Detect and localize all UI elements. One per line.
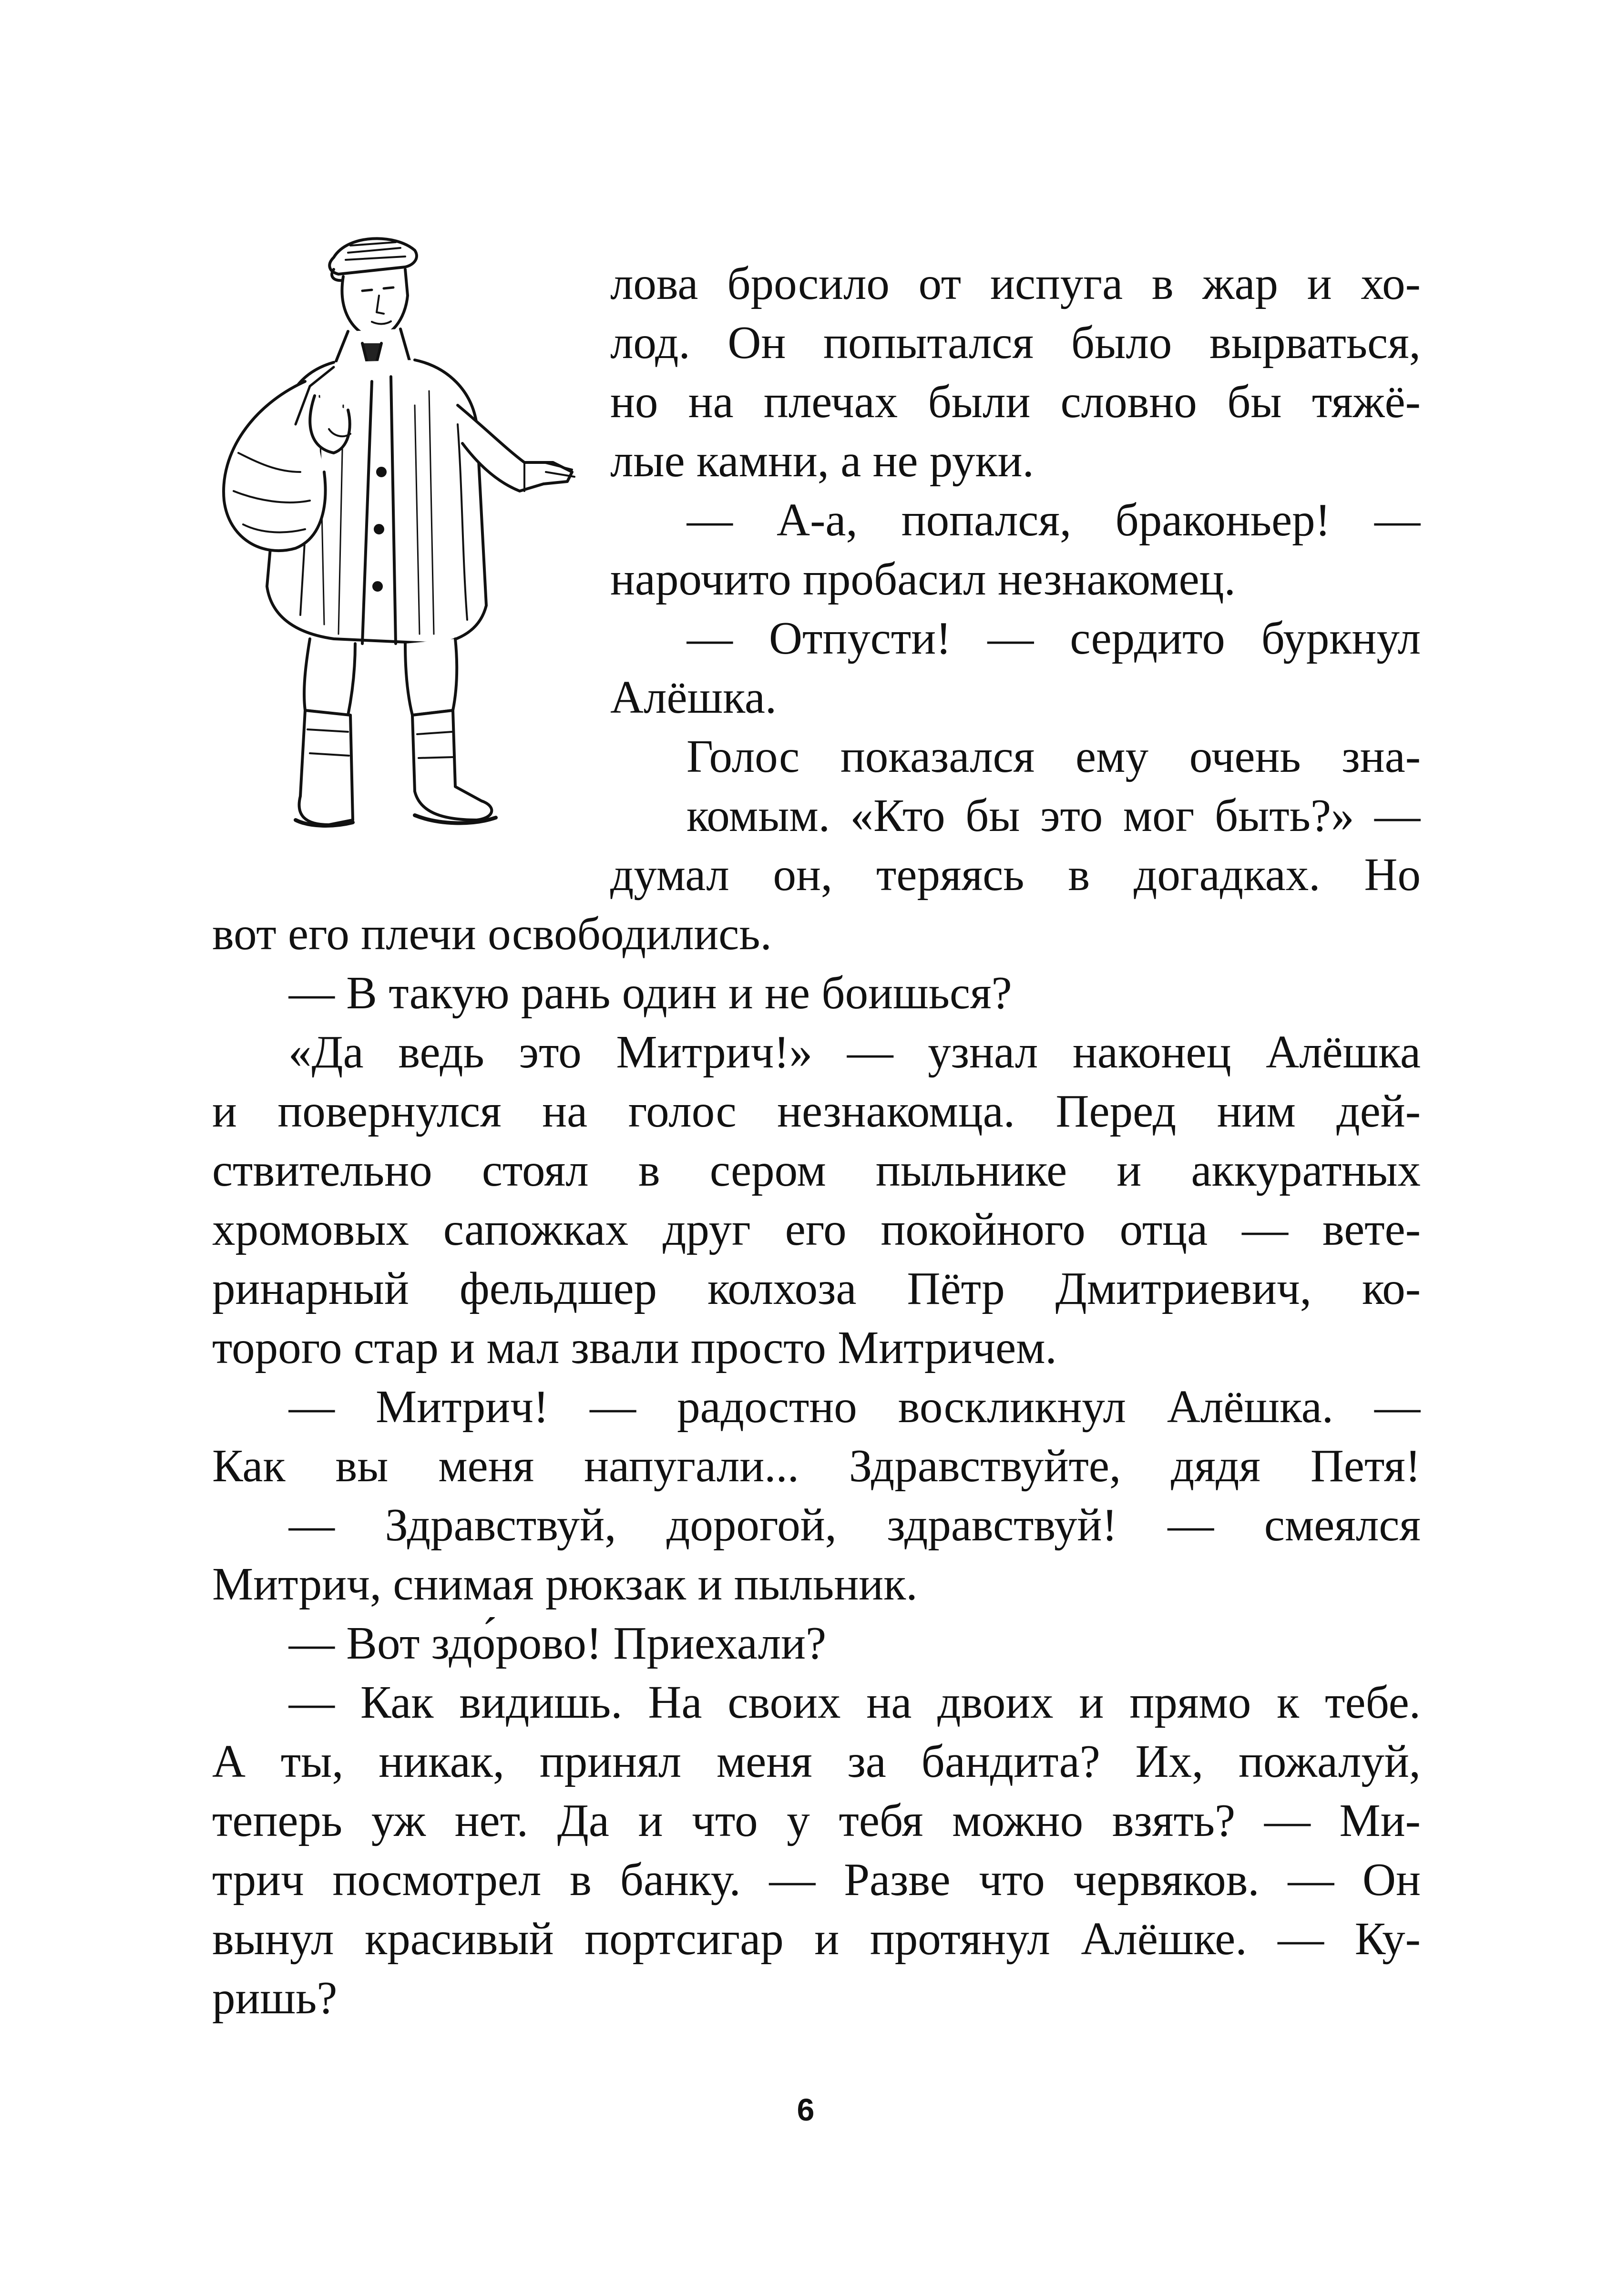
text-line: — Здравствуй, дорогой, здравствуй! — смеялся <box>288 1499 1421 1550</box>
text-line: нарочито пробасил незнакомец. <box>610 554 1236 605</box>
text-line: лова бросило от испуга в жар и хо- <box>610 258 1421 309</box>
text-line: Голос показался ему очень зна- <box>686 731 1421 782</box>
text-line: — Как видишь. На своих на двоих и прямо к тебе. <box>288 1677 1421 1728</box>
text-line: Как вы меня напугали... Здравствуйте, дядя Петя! <box>212 1440 1421 1491</box>
text-line: А ты, никак, принял меня за бандита? Их, пожалуй, <box>212 1736 1421 1787</box>
text-line: «Да ведь это Митрич!» — узнал наконец Алёшка <box>288 1026 1421 1077</box>
text-line: хромовых сапожках друг его покойного отца — вете- <box>212 1204 1421 1255</box>
text-line: — Вот здо́рово! Приехали? <box>288 1618 827 1669</box>
text-line: Митрич, снимая рюкзак и пыльник. <box>212 1558 918 1609</box>
text-line: трич посмотрел в банку. — Разве что червяков. — Он <box>212 1854 1421 1905</box>
text-line: — А-а, попался, браконьер! — <box>686 494 1421 545</box>
text-line: вынул красивый портсигар и протянул Алёшке. — Ку- <box>212 1913 1421 1964</box>
text-line: теперь уж нет. Да и что у тебя можно взять? — Ми- <box>212 1795 1421 1846</box>
text-line: лод. Он попытался было вырваться, <box>610 317 1421 368</box>
text-line: вот его плечи освободились. <box>212 908 772 959</box>
text-line: ствительно стоял в сером пыльнике и аккуратных <box>212 1145 1421 1196</box>
text-line: думал он, теряясь в догадках. Но <box>610 849 1421 900</box>
text-line: Алёшка. <box>610 672 777 723</box>
text-line: — Митрич! — радостно воскликнул Алёшка. — <box>288 1381 1421 1432</box>
text-line: торого стар и мал звали просто Митричем. <box>212 1322 1057 1373</box>
text-line: ринарный фельдшер колхоза Пётр Дмитриевич, ко- <box>212 1263 1421 1314</box>
text-line: — В такую рань один и не боишься? <box>288 967 1012 1018</box>
text-line: но на плечах были словно бы тяжё- <box>610 376 1421 427</box>
text-line: комым. «Кто бы это мог быть?» — <box>686 790 1421 841</box>
text-line: — Отпусти! — сердито буркнул <box>686 613 1421 664</box>
text-line: и повернулся на голос незнакомца. Перед ним дей- <box>212 1086 1421 1137</box>
man-in-dustcoat-illustration <box>191 224 586 853</box>
text-line: ришь? <box>212 1972 338 2023</box>
text-line: лые камни, а не руки. <box>610 435 1034 486</box>
page-number: 6 <box>797 2092 815 2127</box>
